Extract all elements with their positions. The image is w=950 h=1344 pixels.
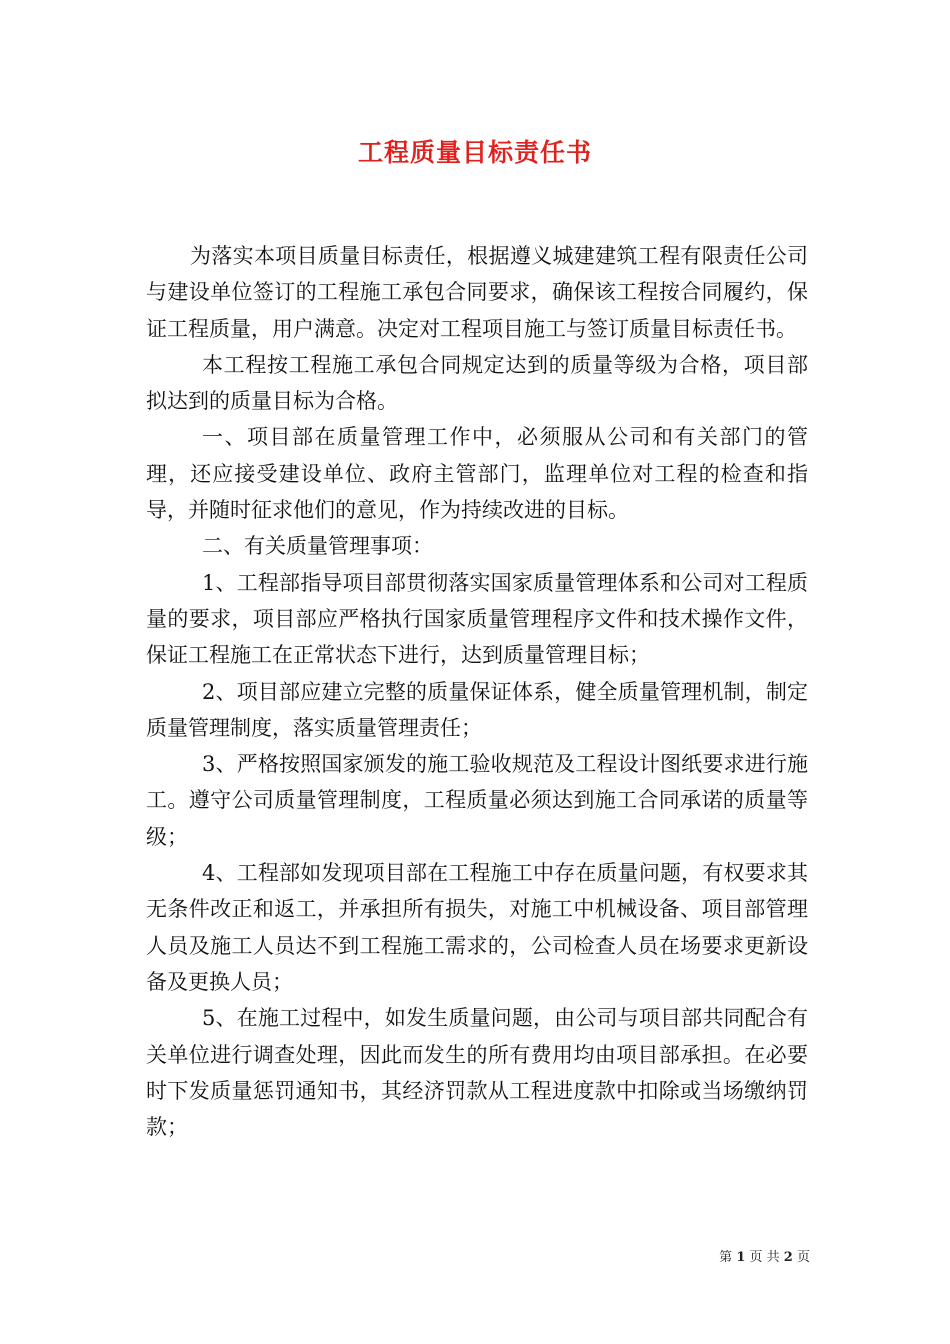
paragraph-item-1: 1、工程部指导项目部贯彻落实国家质量管理体系和公司对工程质量的要求，项目部应严格执行国家质量管理程序文件和技术操作文件，保证工程施工在正常状态下进行，达到质量管理目标；	[146, 570, 808, 668]
paragraph-item-5: 5、在施工过程中，如发生质量问题，由公司与项目部共同配合有关单位进行调查处理，因此而发生的所有费用均由项目部承担。在必要时下发质量惩罚通知书，其经济罚款从工程进度款中扣除或当场缴纳罚款；	[146, 1006, 808, 1140]
paragraph-section-1: 一、项目部在质量管理工作中，必须服从公司和有关部门的管理，还应接受建设单位、政府主管部门，监理单位对工程的检查和指导，并随时征求他们的意见，作为持续改进的目标。	[146, 425, 808, 523]
paragraph-item-4: 4、工程部如发现项目部在工程施工中存在质量问题，有权要求其无条件改正和返工，并承担所有损失，对施工中机械设备、项目部管理人员及施工人员达不到工程施工需求的，公司检查人员在场要求更新设备及更换人员；	[146, 861, 808, 994]
footer-page-number: 1	[736, 1250, 746, 1265]
paragraph-quality-level: 本工程按工程施工承包合同规定达到的质量等级为合格，项目部拟达到的质量目标为合格。	[146, 352, 808, 414]
paragraph-section-2-heading: 二、有关质量管理事项：	[202, 534, 433, 559]
page-footer	[710, 1246, 810, 1265]
paragraph-item-2: 2、项目部应建立完整的质量保证体系，健全质量管理机制，制定质量管理制度，落实质量管理责任；	[146, 679, 808, 740]
footer-prefix: 第	[719, 1250, 733, 1265]
document-body	[146, 238, 808, 1145]
paragraph-item-3: 3、严格按照国家颁发的施工验收规范及工程设计图纸要求进行施工。遵守公司质量管理制度，工程质量必须达到施工合同承诺的质量等级；	[146, 752, 808, 849]
footer-suffix: 页	[796, 1250, 810, 1265]
footer-total-pages: 2	[783, 1250, 793, 1265]
document-title: 工程质量目标责任书	[357, 138, 592, 167]
footer-mid: 页 共	[749, 1250, 780, 1265]
paragraph-intro: 为落实本项目质量目标责任，根据遵义城建建筑工程有限责任公司与建设单位签订的工程施工承包合同要求，确保该工程按合同履约，保证工程质量，用户满意。决定对工程项目施工与签订质量目标责任书。	[146, 244, 808, 341]
